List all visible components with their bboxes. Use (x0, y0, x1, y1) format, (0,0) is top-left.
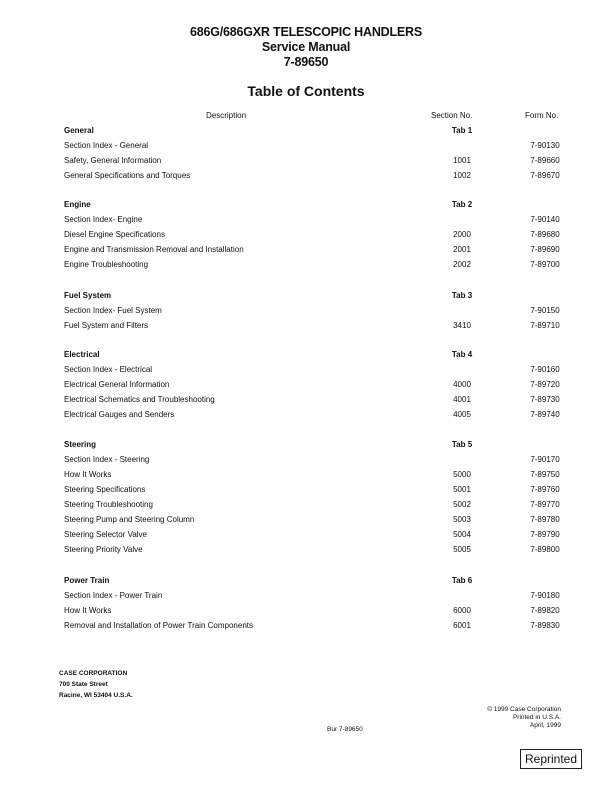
toc-row-description: How It Works (64, 606, 112, 615)
reprinted-stamp: Reprinted (520, 749, 582, 769)
corporation-address (59, 668, 133, 701)
corporation-street: 700 State Street (59, 681, 108, 688)
column-header-description: Description (206, 111, 247, 120)
toc-group-heading (0, 199, 612, 211)
toc-row-section: 1001 (453, 156, 471, 165)
group-tab: Tab 2 (451, 200, 473, 209)
toc-row (0, 454, 612, 466)
toc-row-form: 7-89750 (530, 470, 560, 479)
toc-row-section: 4001 (453, 395, 471, 404)
toc-row-form: 7-89690 (530, 245, 560, 254)
toc-row-section: 5001 (453, 485, 471, 494)
toc-row-form: 7-89770 (530, 500, 560, 509)
toc-row-section: 3410 (453, 321, 471, 330)
toc-row (0, 155, 612, 167)
corporation-city: Racine, WI 53404 U.S.A. (59, 692, 133, 699)
toc-row-section: 4005 (453, 410, 471, 419)
toc-row-description: Removal and Installation of Power Train Components (64, 621, 253, 630)
group-tab: Tab 4 (451, 350, 473, 359)
toc-row-description: General Specifications and Torques (64, 171, 191, 180)
toc-row (0, 544, 612, 556)
toc-row-description: Electrical Schematics and Troubleshooting (64, 395, 215, 404)
group-tab: Tab 3 (451, 291, 473, 300)
toc-row-description: Fuel System and Filters (64, 321, 149, 330)
toc-row-form: 7-89820 (530, 606, 560, 615)
toc-row (0, 469, 612, 481)
toc-row-description: Steering Specifications (64, 485, 146, 494)
group-tab: Tab 5 (451, 440, 473, 449)
toc-row (0, 514, 612, 526)
toc-row-description: Electrical General Information (64, 380, 170, 389)
toc-row-section: 2001 (453, 245, 471, 254)
toc-row (0, 170, 612, 182)
column-header-form: Form No. (525, 111, 559, 120)
toc-row-form: 7-89670 (530, 171, 560, 180)
toc-row (0, 140, 612, 152)
toc-row-description: Steering Priority Valve (64, 545, 143, 554)
toc-row-description: Section Index- Fuel System (64, 306, 162, 315)
toc-row-form: 7-89660 (530, 156, 560, 165)
bur-number: Bur 7-89650 (327, 726, 363, 733)
toc-row (0, 229, 612, 241)
toc-row-form: 7-89830 (530, 621, 560, 630)
group-tab: Tab 1 (451, 126, 473, 135)
toc-row-form: 7-90130 (530, 141, 560, 150)
toc-row (0, 320, 612, 332)
manual-title-block (0, 25, 612, 70)
corporation-name: CASE CORPORATION (59, 670, 128, 677)
toc-group-heading (0, 439, 612, 451)
toc-row-section: 2000 (453, 230, 471, 239)
toc-row-description: Steering Pump and Steering Column (64, 515, 195, 524)
group-name: General (64, 126, 94, 135)
toc-row-form: 7-89800 (530, 545, 560, 554)
toc-row-form: 7-90150 (530, 306, 560, 315)
toc-row-section: 6001 (453, 621, 471, 630)
toc-row-form: 7-89710 (530, 321, 560, 330)
printed-in-line: Printed in U.S.A. (512, 714, 561, 721)
group-tab: Tab 6 (451, 576, 473, 585)
group-name: Fuel System (64, 291, 112, 300)
toc-row (0, 394, 612, 406)
toc-row-section: 5004 (453, 530, 471, 539)
toc-row-section: 5000 (453, 470, 471, 479)
toc-row (0, 409, 612, 421)
toc-row-form: 7-89730 (530, 395, 560, 404)
toc-row (0, 620, 612, 632)
toc-group-heading (0, 349, 612, 361)
toc-row-description: Diesel Engine Specifications (64, 230, 165, 239)
copyright-block (487, 706, 561, 730)
toc-row-section: 1002 (453, 171, 471, 180)
toc-row-description: Safety, General Information (64, 156, 162, 165)
toc-group-heading (0, 125, 612, 137)
column-header-section: Section No. (431, 111, 473, 120)
toc-row-form: 7-90140 (530, 215, 560, 224)
manual-title: 686G/686GXR TELESCOPIC HANDLERS (189, 25, 423, 39)
toc-row-section: 6000 (453, 606, 471, 615)
toc-row-form: 7-89780 (530, 515, 560, 524)
toc-row (0, 244, 612, 256)
toc-row-description: Section Index - Power Train (64, 591, 163, 600)
toc-group-heading (0, 575, 612, 587)
toc-row (0, 529, 612, 541)
toc-row-description: Steering Selector Valve (64, 530, 148, 539)
toc-row-section: 5005 (453, 545, 471, 554)
toc-row (0, 379, 612, 391)
toc-row-form: 7-90180 (530, 591, 560, 600)
toc-row (0, 214, 612, 226)
toc-row-description: Steering Troubleshooting (64, 500, 153, 509)
toc-row-description: Engine Troubleshooting (64, 260, 149, 269)
toc-row-form: 7-89700 (530, 260, 560, 269)
toc-row (0, 364, 612, 376)
manual-subtitle: Service Manual (261, 40, 351, 54)
toc-row-description: Electrical Gauges and Senders (64, 410, 175, 419)
toc-row-form: 7-90160 (530, 365, 560, 374)
toc-row-section: 5002 (453, 500, 471, 509)
toc-row (0, 305, 612, 317)
toc-row (0, 499, 612, 511)
toc-row-form: 7-89680 (530, 230, 560, 239)
date-line: April, 1999 (529, 722, 561, 729)
toc-row-section: 4000 (453, 380, 471, 389)
toc-row (0, 590, 612, 602)
group-name: Steering (64, 440, 97, 449)
toc-row-description: Section Index- Engine (64, 215, 143, 224)
group-name: Electrical (64, 350, 100, 359)
group-name: Power Train (64, 576, 110, 585)
toc-row (0, 259, 612, 271)
toc-row (0, 605, 612, 617)
toc-group-heading (0, 290, 612, 302)
toc-row-description: Engine and Transmission Removal and Installation (64, 245, 244, 254)
toc-row-section: 2002 (453, 260, 471, 269)
toc-row-form: 7-89790 (530, 530, 560, 539)
toc-row-form: 7-89720 (530, 380, 560, 389)
copyright-line: © 1999 Case Corporation (487, 706, 561, 713)
toc-title: Table of Contents (247, 83, 365, 99)
manual-number: 7-89650 (283, 55, 329, 69)
toc-row-description: How It Works (64, 470, 112, 479)
toc-row-description: Section Index - Electrical (64, 365, 153, 374)
toc-row-form: 7-89760 (530, 485, 560, 494)
toc-row-description: Section Index - General (64, 141, 149, 150)
toc-row-form: 7-90170 (530, 455, 560, 464)
toc-row (0, 484, 612, 496)
toc-row-form: 7-89740 (530, 410, 560, 419)
toc-row-section: 5003 (453, 515, 471, 524)
group-name: Engine (64, 200, 91, 209)
toc-row-description: Section Index - Steering (64, 455, 150, 464)
